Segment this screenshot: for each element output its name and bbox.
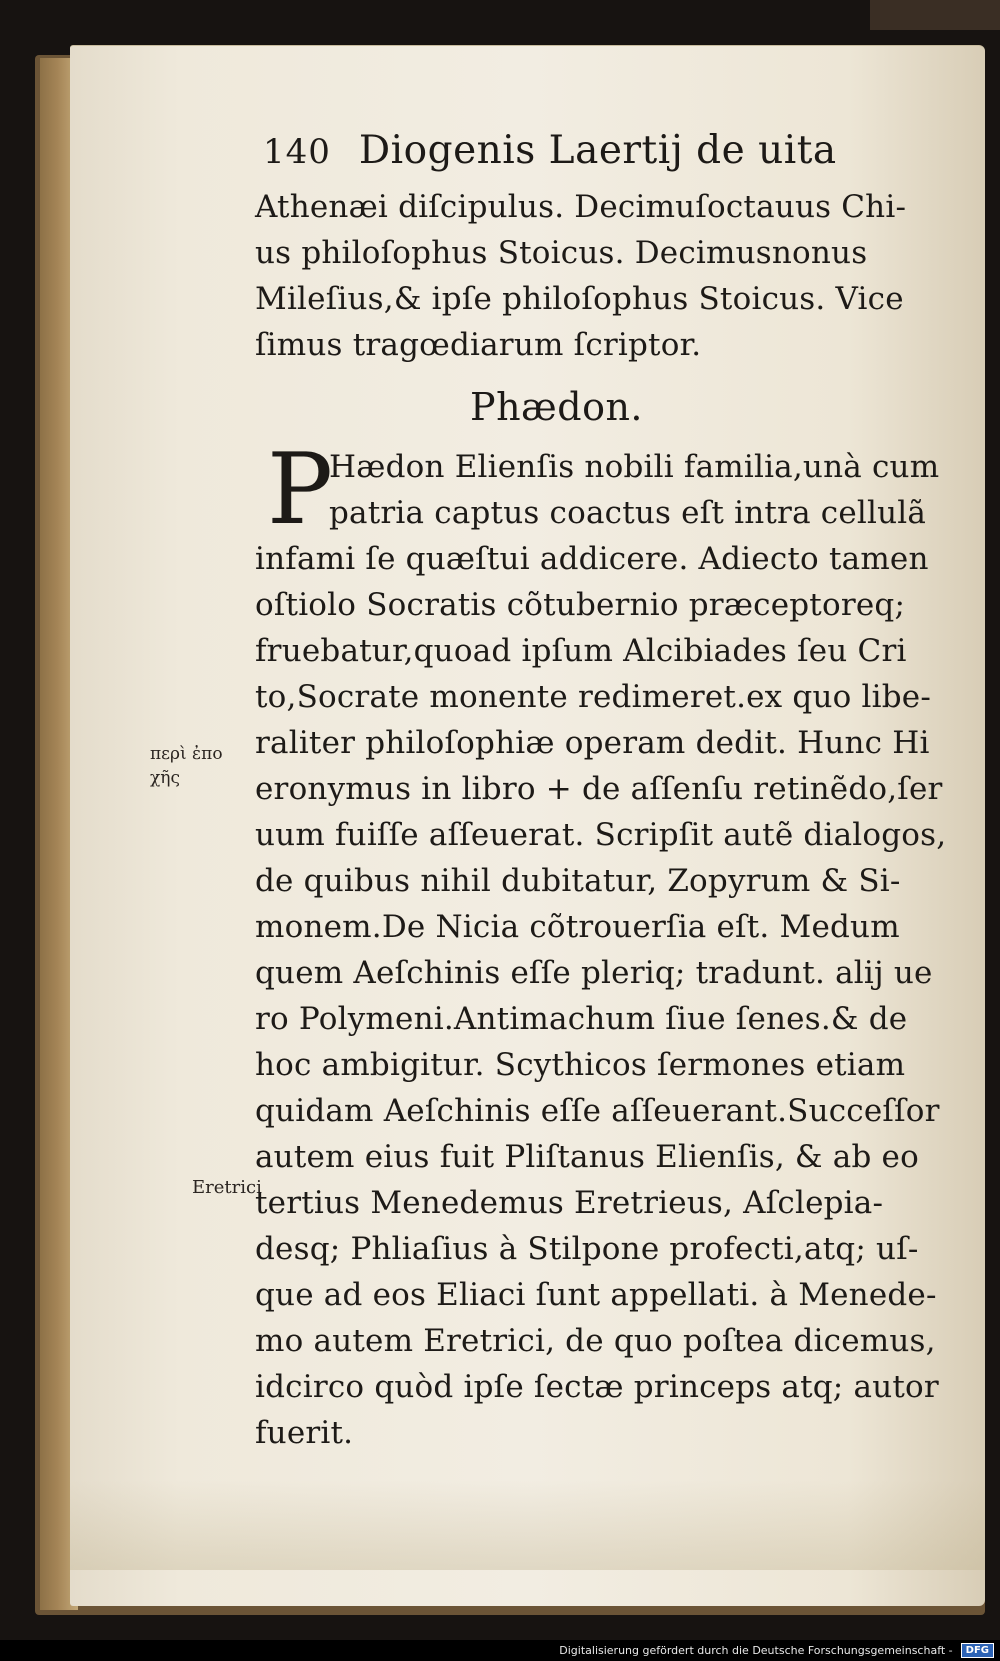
text-line: de quibus nihil dubitatur, Zopyrum & Si- [255, 863, 901, 899]
text-line: Athenæi diſcipulus. Decimuſoctauus Chi- [255, 189, 907, 225]
text-line: autem eius fuit Pliſtanus Elienſis, & ab eo [255, 1139, 919, 1175]
text-line: to,Socrate monente redimeret.ex quo libe- [255, 679, 932, 715]
text-line: Mileſius,& ipſe philoſophus Stoicus. Vice [255, 281, 904, 317]
text-line: uum fuiſſe aſſeuerat. Scripſit autẽ dialogos, [255, 817, 947, 853]
page-stain [70, 1480, 985, 1570]
running-header [263, 128, 955, 184]
text-line: ro Polymeni.Antimachum ſiue ſenes.& de [255, 1001, 908, 1037]
section-body [255, 433, 955, 1456]
text-line: fruebatur,quoad ipſum Alcibiades ſeu Cri [255, 633, 907, 669]
text-line: quem Aeſchinis eſſe pleriq; tradunt. alij ue [255, 955, 933, 991]
book-edge [870, 0, 1000, 30]
text-line: quidam Aeſchinis eſſe aſſeuerant.Succeſſor [255, 1093, 940, 1129]
margin-note-greek [150, 742, 240, 790]
text-line: raliter philoſophiæ operam dedit. Hunc Hi [255, 725, 930, 761]
text-line: hoc ambigitur. Scythicos ſermones etiam [255, 1047, 906, 1083]
dfg-logo: DFG [961, 1643, 994, 1658]
text-block [255, 128, 955, 1456]
text-line: idcirco quòd ipſe ſectæ princeps atq; autor [255, 1369, 939, 1405]
drop-cap: P [267, 433, 333, 547]
margin-note-greek-line1: περὶ ἐπο [150, 744, 223, 764]
text-line: mo autem Eretrici, de quo poſtea dicemus, [255, 1323, 936, 1359]
text-line: us philoſophus Stoicus. Decimusnonus [255, 235, 868, 271]
footer-bar [0, 1640, 1000, 1661]
text-line: infami ſe quæſtui addicere. Adiecto tamen [255, 541, 929, 577]
text-line: desq; Phliaſius à Stilpone profecti,atq; uſ- [255, 1231, 919, 1267]
footer-credit: Digitalisierung gefördert durch die Deutsche Forschungsgemeinschaft - [559, 1644, 953, 1657]
running-title: Diogenis Laertij de uita [358, 128, 837, 173]
margin-note-eretrici: Eretrici [192, 1177, 262, 1198]
text-line: tertius Menedemus Eretrieus, Aſclepia- [255, 1185, 884, 1221]
text-line: Hædon Elienſis nobili familia,unà cum [329, 449, 940, 485]
opening-lines [255, 184, 955, 368]
text-line: oſtiolo Socratis cõtubernio præceptoreq; [255, 587, 906, 623]
text-line: patria captus coactus eſt intra cellulã [329, 495, 927, 531]
page-number: 140 [263, 132, 331, 172]
text-line: eronymus in libro + de aſſenſu retinẽdo,ſer [255, 771, 943, 807]
text-line: que ad eos Eliaci ſunt appellati. à Menede- [255, 1277, 937, 1313]
text-line: monem.De Nicia cõtrouerſia eſt. Medum [255, 909, 900, 945]
text-line: fuerit. [255, 1415, 354, 1451]
section-title: Phædon. [470, 385, 644, 429]
text-line: ſimus tragœdiarum ſcriptor. [255, 327, 702, 363]
margin-note-greek-line2: χῆς [150, 768, 181, 788]
